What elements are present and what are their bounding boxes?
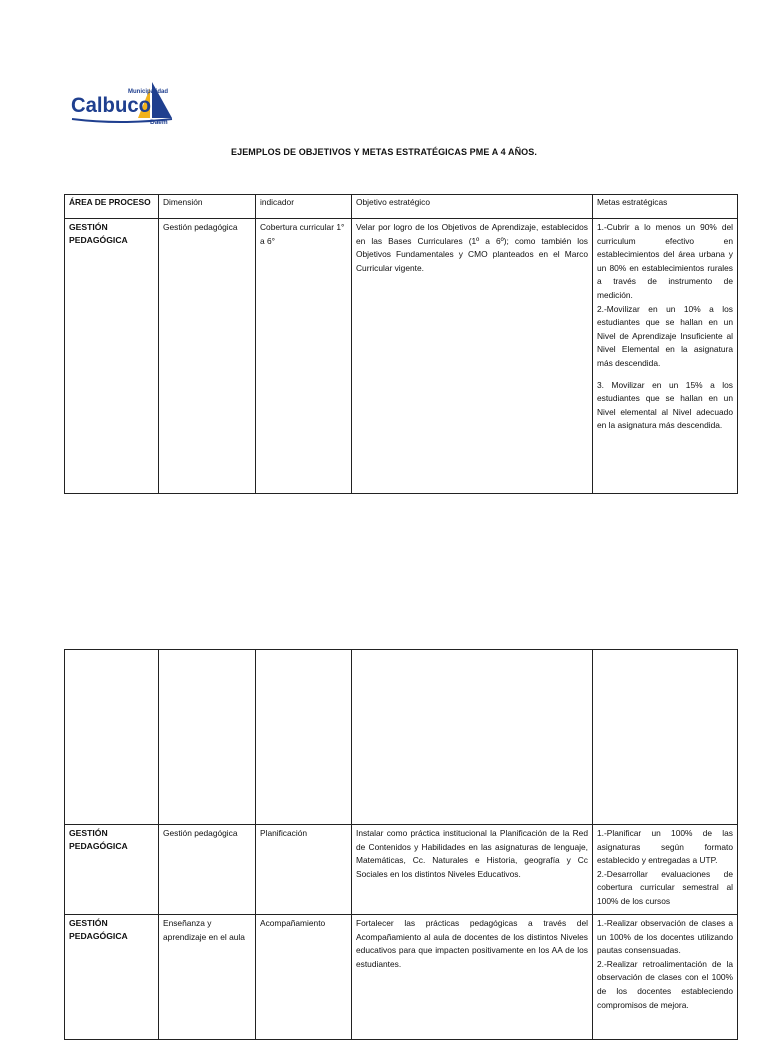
document-title: EJEMPLOS DE OBJETIVOS Y METAS ESTRATÉGICAS PME A 4 AÑOS. [231, 147, 537, 157]
meta-item: 1.-Planificar un 100% de las asignaturas según formato establecido y entregadas a UTP. [597, 828, 733, 866]
objectives-table-2 [64, 649, 738, 1040]
calbuco-logo [70, 80, 174, 124]
empty-cell [256, 650, 352, 825]
cell-dimension: Enseñanza y aprendizaje en el aula [159, 915, 256, 1040]
meta-item: 2.-Realizar retroalimentación de la observación de clases con el 100% de los docentes estableciendo compromisos de mejora. [597, 958, 733, 1010]
meta-item: 2.-Desarrollar evaluaciones de cobertura curricular semestral al 100% de los cursos [597, 868, 733, 906]
empty-cell [159, 650, 256, 825]
cell-indicador: Acompañamiento [256, 915, 352, 1040]
meta-item: 1.-Realizar observación de clases a un 100% de los docentes utilizando pautas consensuadas. [597, 918, 733, 956]
table-header-row [65, 195, 738, 219]
meta-item: 2.-Movilizar en un 10% a los estudiantes que se hallan en un Nivel de Aprendizaje Insuficiente al Nivel Elemental en la asignatura más descendida. [597, 303, 733, 368]
table-row-empty [65, 650, 738, 825]
cell-indicador: Cobertura curricular 1° a 6° [256, 219, 352, 494]
table-row [65, 825, 738, 915]
logo-main-text: Calbuco [71, 94, 151, 117]
objectives-table-1 [64, 194, 738, 494]
cell-metas [593, 915, 738, 1040]
cell-objetivo: Instalar como práctica institucional la Planificación de la Red de Contenidos y Habilidades en las asignaturas de lenguaje, Matemáticas, Cc. Naturales e Historia, geografía y Cc Sociales en los distintos Niveles Educativos. [352, 825, 593, 915]
header-metas: Metas estratégicas [593, 195, 738, 219]
empty-cell [352, 650, 593, 825]
header-area: ÁREA DE PROCESO [65, 195, 159, 219]
cell-dimension: Gestión pedagógica [159, 825, 256, 915]
header-dimension: Dimensión [159, 195, 256, 219]
header-indicador: indicador [256, 195, 352, 219]
logo-sub-text: Daem [150, 119, 168, 124]
cell-area: GESTIÓN PEDAGÓGICA [65, 825, 159, 915]
cell-indicador: Planificación [256, 825, 352, 915]
cell-dimension: Gestión pedagógica [159, 219, 256, 494]
cell-objetivo: Velar por logro de los Objetivos de Aprendizaje, establecidos en las Bases Curriculares (1º a 6º); como también los Objetivos Fundamentales y CMO planteados en el Marco Curricular vigente. [352, 219, 593, 494]
cell-metas [593, 219, 738, 494]
table-row [65, 219, 738, 494]
cell-area: GESTIÓN PEDAGÓGICA [65, 219, 159, 494]
empty-cell [593, 650, 738, 825]
empty-cell [65, 650, 159, 825]
cell-objetivo: Fortalecer las prácticas pedagógicas a través del Acompañamiento al aula de docentes de los distintos Niveles educativos para que impacten positivamente en los AA de los estudiantes. [352, 915, 593, 1040]
logo-top-text: Municipalidad [128, 89, 169, 95]
cell-area: GESTIÓN PEDAGÓGICA [65, 915, 159, 1040]
cell-metas [593, 825, 738, 915]
meta-paragraphs [597, 221, 733, 433]
meta-item: 1.-Cubrir a lo menos un 90% del curriculum efectivo en establecimientos del área urbana y un 80% en establecimientos rurales a través de instrumento de medición. [597, 222, 733, 300]
meta-item: 3. Movilizar en un 15% a los estudiantes que se hallan en un Nivel elemental al Nivel adecuado en la asignatura más descendida. [597, 379, 733, 431]
table-row [65, 915, 738, 1040]
header-objetivo: Objetivo estratégico [352, 195, 593, 219]
